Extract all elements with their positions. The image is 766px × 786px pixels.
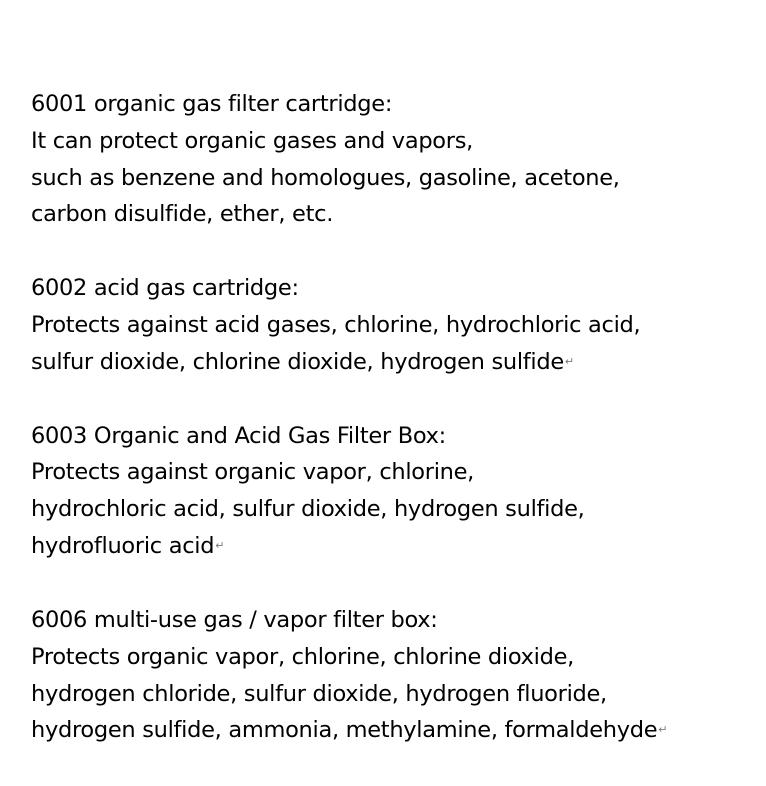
section-line: sulfur dioxide, chlorine dioxide, hydrogen sulfide — [31, 348, 564, 375]
section-line: hydrogen chloride, sulfur dioxide, hydrogen fluoride, — [31, 680, 607, 707]
section-line: carbon disulfide, ether, etc. — [31, 201, 334, 228]
section-title: 6001 organic gas filter cartridge: — [31, 91, 393, 117]
section-6003 — [31, 418, 761, 565]
section-line: hydrochloric acid, sulfur dioxide, hydrogen sulfide, — [31, 496, 585, 523]
section-line-with-mark — [31, 344, 761, 381]
section-title: 6003 Organic and Acid Gas Filter Box: — [31, 422, 446, 449]
section-line: It can protect organic gases and vapors, — [31, 127, 473, 154]
section-title: 6006 multi-use gas / vapor filter box: — [31, 606, 438, 633]
paragraph-mark-icon: ↵ — [564, 354, 574, 368]
paragraph-mark-icon: ↵ — [658, 723, 668, 737]
section-line: hydrogen sulfide, ammonia, methylamine, formaldehyde — [31, 717, 658, 744]
section-6006 — [31, 602, 761, 749]
section-line-with-mark — [31, 712, 761, 749]
section-line: hydrofluoric acid — [31, 533, 215, 560]
section-line-with-mark — [31, 528, 761, 565]
document-body — [31, 86, 761, 786]
section-line: such as benzene and homologues, gasoline, acetone, — [31, 164, 620, 191]
section-line: Protects organic vapor, chlorine, chlorine dioxide, — [31, 643, 574, 670]
section-6002 — [31, 270, 761, 380]
section-line: Protects against acid gases, chlorine, hydrochloric acid, — [31, 311, 641, 338]
section-6001 — [31, 86, 761, 233]
paragraph-mark-icon: ↵ — [215, 539, 225, 553]
section-line: Protects against organic vapor, chlorine, — [31, 459, 475, 486]
section-title: 6002 acid gas cartridge: — [31, 275, 299, 302]
